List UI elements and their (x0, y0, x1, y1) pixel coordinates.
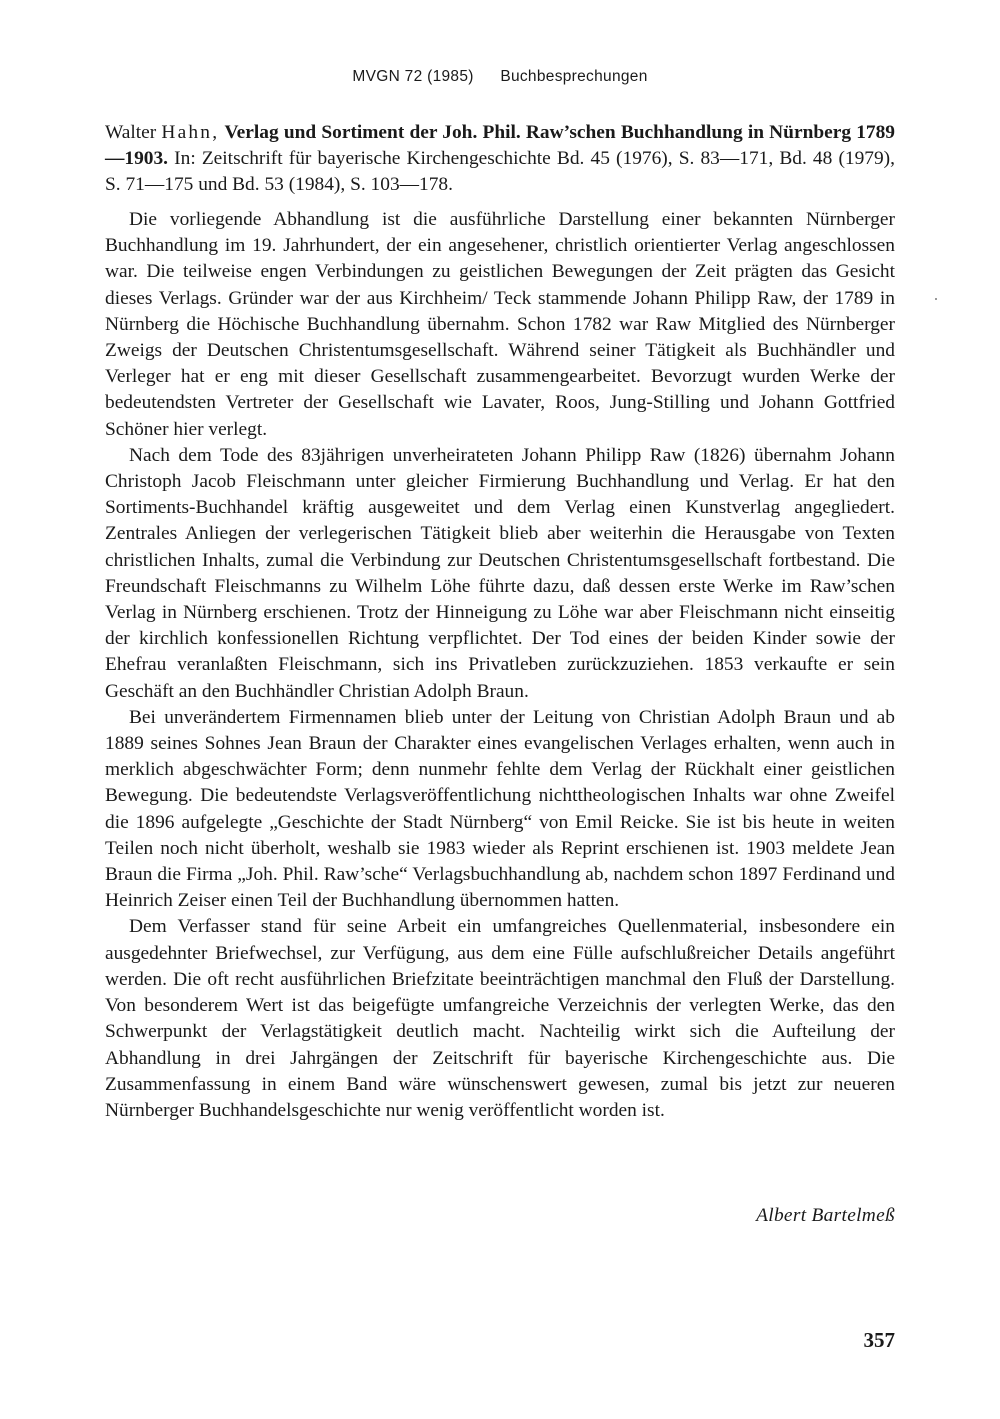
author-first-name: Walter (105, 122, 157, 143)
citation: In: Zeitschrift für bayerische Kirchengeschichte Bd. 45 (1976), S. 83—171, Bd. 48 (1979), S. 71—175 und Bd. 53 (1984), S. 103—178. (105, 148, 895, 196)
review-paragraph: Bei unverändertem Firmennamen blieb unter der Leitung von Christian Adolph Braun und ab 1889 seines Sohnes Jean Braun der Charakter eines evangelischen Verlages erhalten, wenn auch in merklich abgeschwächter Form; denn nunmehr fehlte dem Verlag der Rückhalt einer geistlichen Bewegung. Die bedeutendste Verlagsveröffentlichung nichttheologischen Inhalts war ohne Zweifel die 1896 aufgelegte „Geschichte der Stadt Nürnberg“ von Emil Reicke. Sie ist bis heute in weiten Teilen noch nicht überholt, weshalb sie 1983 wieder als Reprint erschienen ist. 1903 meldete Jean Braun die Firma „Joh. Phil. Raw’sche“ Verlagsbuchhandlung ab, nachdem schon 1897 Ferdinand und Heinrich Zeiser einen Teil der Buchhandlung übernommen hatten. (105, 706, 895, 912)
review-paragraph: Dem Verfasser stand für seine Arbeit ein umfangreiches Quellenmaterial, insbesondere ein ausgedehnter Briefwechsel, zur Verfügung, aus dem eine Fülle aufschlußreicher Details angeführt werden. Die oft recht ausführlichen Briefzitate beeinträchtigen manchmal den Fluß der Darstellung. Von besonderem Wert ist das beigefügte umfangreiche Verzeichnis der verlegten Werke, das den Schwerpunkt der Verlagstätigkeit deutlich macht. Nachteilig wirkt sich die Aufteilung der Abhandlung in drei Jahrgängen der Zeitschrift für bayerische Kirchengeschichte aus. Die Zusammenfassung in einem Band wäre wünschenswert gewesen, zumal bis jetzt zur neueren Nürnberger Buchhandelsgeschichte nur wenig veröffentlicht worden ist. (105, 916, 895, 1121)
reviewer-signature: Albert Bartelmeß (756, 1205, 895, 1226)
journal-reference: MVGN 72 (1985) (352, 68, 474, 85)
review-paragraph: Die vorliegende Abhandlung ist die ausführliche Darstellung einer bekannten Nürnberger Buchhandlung im 19. Jahrhundert, der ein angesehener, christlich orientierter Verlag angeschlossen war. Die teilweise engen Verbindungen zu geistlichen Bewegungen der Zeit prägten das Gesicht dieses Verlags. Gründer war der aus Kirchheim/ Teck stammende Johann Philipp Raw, der 1789 in Nürnberg die Höchische Buchhandlung übernahm. Schon 1782 war Raw Mitglied des Nürnberger Zweigs der Deutschen Christentumsgesellschaft. Während seiner Tätigkeit als Buchhändler und Verleger hat er eng mit dieser Gesellschaft zusammengearbeitet. Bevorzugt wurden Werke der bedeutendsten Vertreter der Gesellschaft wie Lavater, Roos, Jung-Stilling und Johann Gottfried Schöner hier verlegt. (105, 209, 895, 440)
bibliographic-entry (105, 120, 895, 199)
section-title: Buchbesprechungen (500, 68, 648, 85)
page-number: 357 (863, 1328, 895, 1352)
work-title: Verlag und Sortiment der Joh. Phil. Raw’schen Buchhandlung in Nürnberg 1789—1903. (105, 122, 895, 170)
review-body (105, 207, 895, 1124)
review-paragraph: Nach dem Tode des 83jährigen unverheirateten Johann Philipp Raw (1826) übernahm Johann Christoph Jacob Fleischmann unter gleicher Firmierung Buchhandlung und Verlag. Er hat den Sortiments-Buchhandel kräftig ausgeweitet und dem Verlag einen Kunstverlag angegliedert. Zentrales Anliegen der verlegerischen Tätigkeit blieb aber weiterhin die Herausgabe von Texten christlichen Inhalts, zumal die Verbindung zur Deutschen Christentumsgesellschaft fortbestand. Die Freundschaft Fleischmanns zu Wilhelm Löhe führte dazu, daß dessen erste Werke im Raw’schen Verlag in Nürnberg erschienen. Trotz der Hinneigung zu Löhe war aber Fleischmann nicht einseitig der kirchlich konfessionellen Richtung verpflichtet. Der Tod eines der beiden Kinder sowie der Ehefrau veranlaßten Fleischmann, sich ins Privatleben zurückzuziehen. 1853 verkaufte er sein Geschäft an den Buchhändler Christian Adolph Braun. (105, 444, 895, 702)
author-last-name: Hahn, (161, 122, 220, 143)
running-head (0, 68, 1000, 86)
scan-speck (935, 298, 937, 300)
